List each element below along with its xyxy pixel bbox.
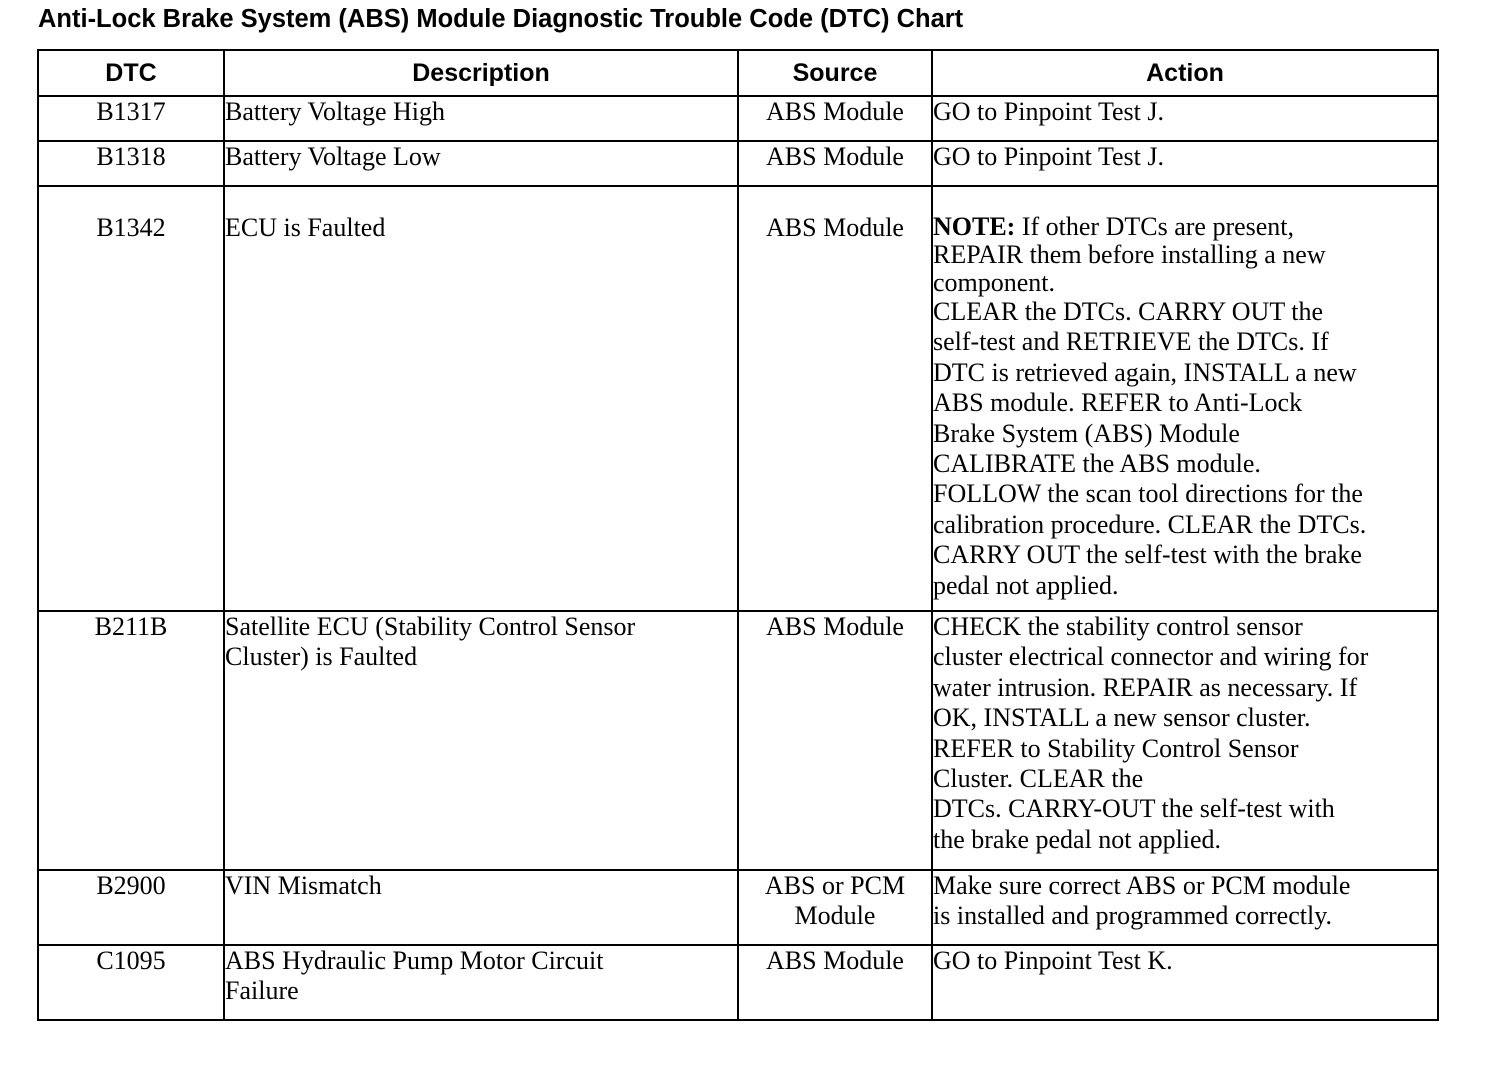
action-line: DTCs. CARRY-OUT the self-test with bbox=[933, 794, 1335, 824]
header-source: Source bbox=[738, 50, 932, 96]
source-line: ABS or PCM bbox=[764, 871, 906, 900]
table-row bbox=[38, 96, 1438, 141]
table-row bbox=[38, 141, 1438, 186]
dtc-description: Battery Voltage Low bbox=[224, 141, 738, 186]
dtc-description: VIN Mismatch bbox=[224, 870, 738, 945]
table-row bbox=[38, 870, 1438, 945]
note-text: If other DTCs are present, bbox=[1015, 212, 1295, 241]
dtc-description: Battery Voltage High bbox=[224, 96, 738, 141]
dtc-action: GO to Pinpoint Test J. bbox=[932, 141, 1438, 186]
action-line: CARRY OUT the self-test with the brake bbox=[933, 540, 1362, 570]
action-line: REPAIR them before installing a new bbox=[933, 240, 1326, 269]
dtc-code: B2900 bbox=[38, 870, 224, 945]
dtc-code: B211B bbox=[38, 611, 224, 870]
note-label: NOTE: bbox=[933, 212, 1016, 241]
dtc-source: ABS Module bbox=[738, 945, 932, 1020]
dtc-source: ABS Module bbox=[738, 611, 932, 870]
source-line: Module bbox=[794, 901, 876, 931]
dtc-description: ECU is Faulted bbox=[224, 186, 738, 611]
dtc-source bbox=[738, 870, 932, 945]
dtc-source: ABS Module bbox=[738, 186, 932, 611]
dtc-action: GO to Pinpoint Test K. bbox=[932, 945, 1438, 1020]
page-title: Anti-Lock Brake System (ABS) Module Diagnostic Trouble Code (DTC) Chart bbox=[38, 5, 964, 33]
dtc-code: B1317 bbox=[38, 96, 224, 141]
action-line: is installed and programmed correctly. bbox=[933, 901, 1333, 931]
description-line: Satellite ECU (Stability Control Sensor bbox=[225, 612, 636, 641]
header-action: Action bbox=[932, 50, 1438, 96]
dtc-description bbox=[224, 945, 738, 1020]
table-header-row bbox=[38, 50, 1438, 96]
action-line: FOLLOW the scan tool directions for the bbox=[933, 479, 1363, 509]
description-line: ABS Hydraulic Pump Motor Circuit bbox=[225, 946, 604, 975]
action-line: CHECK the stability control sensor bbox=[933, 612, 1303, 641]
action-line: Brake System (ABS) Module bbox=[933, 418, 1240, 448]
dtc-source: ABS Module bbox=[738, 141, 932, 186]
action-line: cluster electrical connector and wiring for bbox=[933, 642, 1369, 672]
dtc-description bbox=[224, 611, 738, 870]
action-line: calibration procedure. CLEAR the DTCs. bbox=[933, 509, 1367, 539]
action-line: Make sure correct ABS or PCM module bbox=[933, 871, 1351, 900]
table-row bbox=[38, 611, 1438, 870]
table-row bbox=[38, 945, 1438, 1020]
dtc-table bbox=[37, 49, 1439, 1021]
action-line: DTC is retrieved again, INSTALL a new bbox=[933, 357, 1357, 387]
dtc-action bbox=[932, 870, 1438, 945]
action-line: Cluster. CLEAR the bbox=[933, 764, 1144, 794]
header-dtc: DTC bbox=[38, 50, 224, 96]
dtc-action: GO to Pinpoint Test J. bbox=[932, 96, 1438, 141]
action-note-line bbox=[933, 213, 1437, 241]
header-description: Description bbox=[224, 50, 738, 96]
action-line: OK, INSTALL a new sensor cluster. bbox=[933, 703, 1311, 733]
description-line: Failure bbox=[225, 976, 299, 1006]
dtc-action bbox=[932, 611, 1438, 870]
action-line: REFER to Stability Control Sensor bbox=[933, 733, 1299, 763]
action-line: the brake pedal not applied. bbox=[933, 824, 1222, 854]
action-line: water intrusion. REPAIR as necessary. If bbox=[933, 672, 1358, 702]
table-row bbox=[38, 186, 1438, 611]
dtc-action bbox=[932, 186, 1438, 611]
action-line: ABS module. REFER to Anti-Lock bbox=[933, 388, 1303, 418]
action-line: self-test and RETRIEVE the DTCs. If bbox=[933, 327, 1329, 357]
action-line: CLEAR the DTCs. CARRY OUT the bbox=[933, 297, 1324, 326]
description-line: Cluster) is Faulted bbox=[225, 642, 418, 672]
action-line: CALIBRATE the ABS module. bbox=[933, 449, 1261, 479]
action-line: component. bbox=[933, 268, 1056, 297]
action-line: pedal not applied. bbox=[933, 570, 1119, 600]
dtc-code: B1342 bbox=[38, 186, 224, 611]
dtc-code: B1318 bbox=[38, 141, 224, 186]
dtc-source: ABS Module bbox=[738, 96, 932, 141]
dtc-code: C1095 bbox=[38, 945, 224, 1020]
